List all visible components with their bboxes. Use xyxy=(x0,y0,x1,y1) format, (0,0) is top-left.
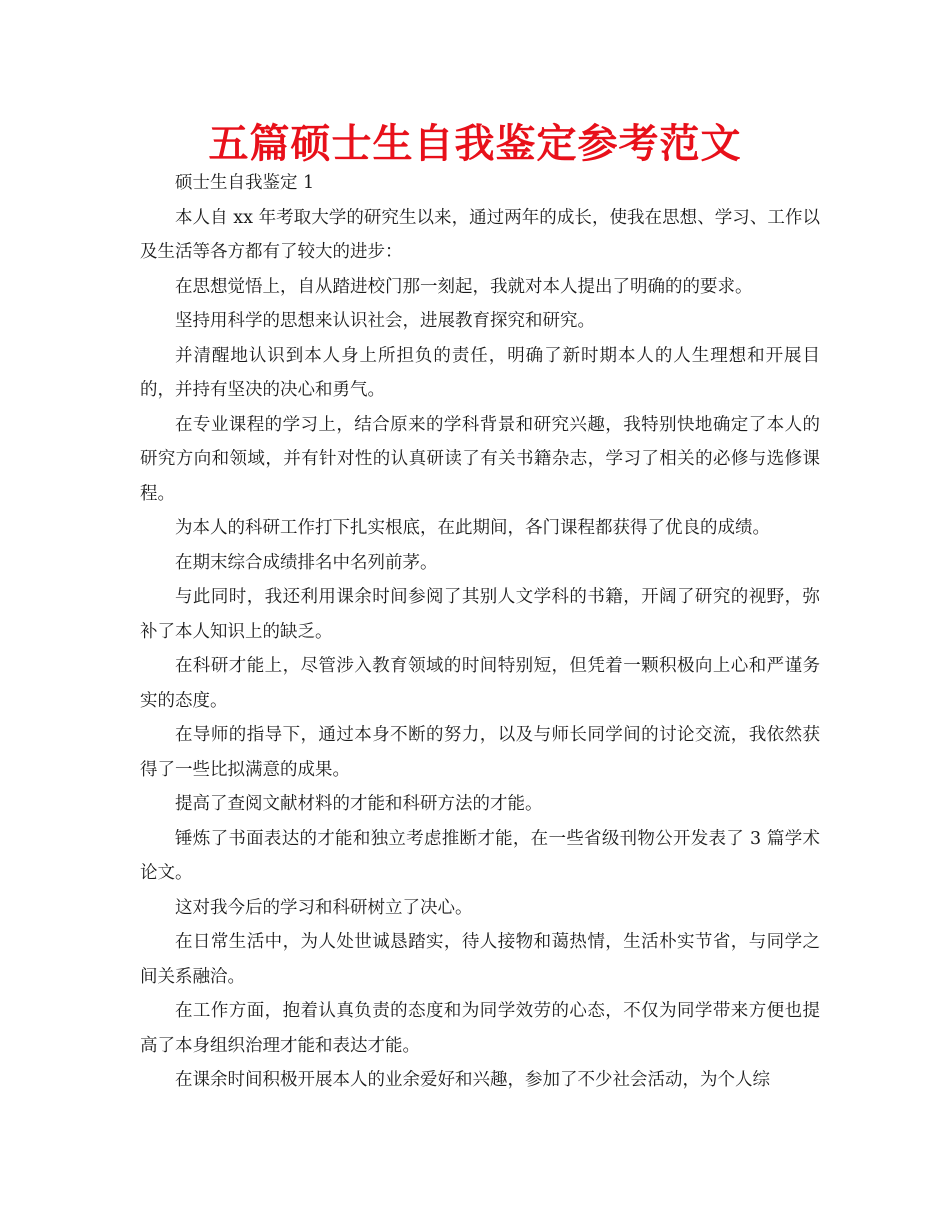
paragraph: 在日常生活中，为人处世诚恳踏实，待人接物和蔼热情，生活朴实节省，与同学之间关系融洽。 xyxy=(140,932,820,987)
document-title: 五篇硕士生自我鉴定参考范文 xyxy=(208,121,742,167)
paragraph: 在专业课程的学习上，结合原来的学科背景和研究兴趣，我特别快地确定了本人的研究方向和领域，并有针对性的认真研读了有关书籍杂志，学习了相关的必修与选修课程。 xyxy=(140,414,820,504)
document-body xyxy=(140,166,820,1098)
paragraph: 为本人的科研工作打下扎实根底，在此期间，各门课程都获得了优良的成绩。 xyxy=(175,518,770,538)
paragraph: 在工作方面，抱着认真负责的态度和为同学效劳的心态，不仅为同学带来方便也提高了本身组织治理才能和表达才能。 xyxy=(140,1001,820,1056)
paragraph: 在思想觉悟上，自从踏进校门那一刻起，我就对本人提出了明确的的要求。 xyxy=(175,276,753,297)
section-heading: 硕士生自我鉴定 1 xyxy=(175,173,315,193)
paragraph: 在导师的指导下，通过本身不断的努力，以及与师长同学间的讨论交流，我依然获得了一些比拟满意的成果。 xyxy=(140,725,820,780)
paragraph: 与此同时，我还利用课余时间参阅了其别人文学科的书籍，开阔了研究的视野，弥补了本人知识上的缺乏。 xyxy=(140,587,820,642)
paragraph: 锤炼了书面表达的才能和独立考虑推断才能，在一些省级刊物公开发表了 3 篇学术论文。 xyxy=(140,828,820,883)
paragraph: 在期末综合成绩排名中名列前茅。 xyxy=(175,552,438,573)
paragraph: 提高了查阅文献材料的才能和科研方法的才能。 xyxy=(175,794,543,814)
paragraph: 在科研才能上，尽管涉入教育领域的时间特别短，但凭着一颗积极向上心和严谨务实的态度。 xyxy=(140,656,820,711)
paragraph: 坚持用科学的思想来认识社会，进展教育探究和研究。 xyxy=(175,311,595,331)
paragraph: 这对我今后的学习和科研树立了决心。 xyxy=(175,897,473,918)
paragraph: 在课余时间积极开展本人的业余爱好和兴趣，参加了不少社会活动，为个人综 xyxy=(175,1070,770,1090)
paragraph: 本人自 xx 年考取大学的研究生以来，通过两年的成长，使我在思想、学习、工作以及生活等各方都有了较大的进步： xyxy=(140,207,820,262)
paragraph: 并清醒地认识到本人身上所担负的责任，明确了新时期本人的人生理想和开展目的，并持有坚决的决心和勇气。 xyxy=(140,345,820,400)
